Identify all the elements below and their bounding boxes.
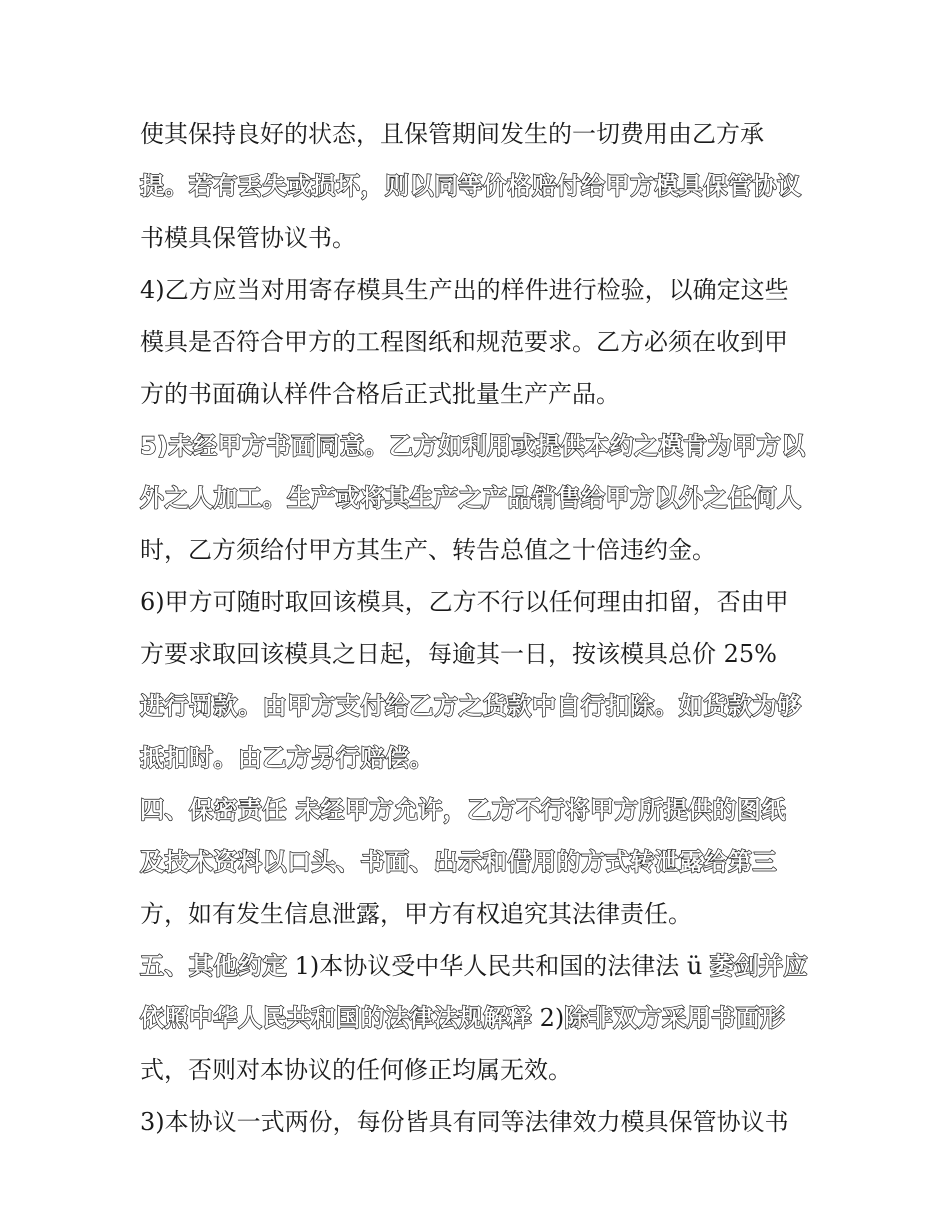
text-line-1: 使其保持良好的状态，且保管期间发生的一切费用由乙方承 xyxy=(140,120,764,148)
text-line-9: 时，乙方须给付甲方其生产、转告总值之十倍违约金。 xyxy=(140,536,716,564)
text-line-10: 6)甲方可随时取回该模具，乙方不行以任何理由扣留，否由甲 xyxy=(140,588,789,616)
text-line-18-number: 2) xyxy=(532,1004,565,1032)
text-line-17-heading: 五、其他约定 xyxy=(140,952,287,980)
text-line-12: 进行罚款。由甲方支付给乙方之货款中自行扣除。如货款为够 xyxy=(140,692,802,720)
text-line-8: 外之人加工。生产或将其生产之产品销售给甲方以外之任何人 xyxy=(140,484,802,512)
text-line-18-tail: 除非双方采用书面形 xyxy=(564,1004,785,1032)
text-line-15: 及技术资料以口头、书面、出示和借用的方式转泄露给第三 xyxy=(140,848,777,876)
text-line-17-body: 1)本协议受中华人民共和国的法律法 ü xyxy=(287,952,710,980)
text-line-20: 3)本协议一式两份，每份皆具有同等法律效力模具保管协议书 xyxy=(140,1108,789,1136)
text-line-17 xyxy=(140,946,820,986)
text-line-7: 5)未经甲方书面同意。乙方如利用或提供本约之模肯为甲方以 xyxy=(140,432,806,460)
text-line-4: 4)乙方应当对用寄存模具生产出的样件进行检验，以确定这些 xyxy=(140,276,789,304)
text-line-19: 式，否则对本协议的任何修正均属无效。 xyxy=(140,1056,572,1084)
text-line-18 xyxy=(140,998,820,1038)
text-line-16: 方，如有发生信息泄露，甲方有权追究其法律责任。 xyxy=(140,900,692,928)
text-line-14: 四、保密责任 未经甲方允许，乙方不行将甲方所提供的图纸 xyxy=(140,796,786,824)
text-line-13: 抵扣时。由乙方另行赔偿。 xyxy=(140,744,434,772)
text-line-17-tail: 萎剑并应 xyxy=(709,952,808,980)
text-line-5: 模具是否符合甲方的工程图纸和规范要求。乙方必须在收到甲 xyxy=(140,328,788,356)
text-line-3: 书模具保管协议书。 xyxy=(140,224,356,252)
text-line-2: 提。若有丢失或损坏，则以同等价格赔付给甲方模具保管协议 xyxy=(140,172,802,200)
text-line-11: 方要求取回该模具之日起，每逾其一日，按该模具总价 25% xyxy=(140,640,777,668)
text-line-18-head: 依照中华人民共和国的法律法规解释 xyxy=(140,1004,532,1032)
text-line-6: 方的书面确认样件合格后正式批量生产产品。 xyxy=(140,380,620,408)
